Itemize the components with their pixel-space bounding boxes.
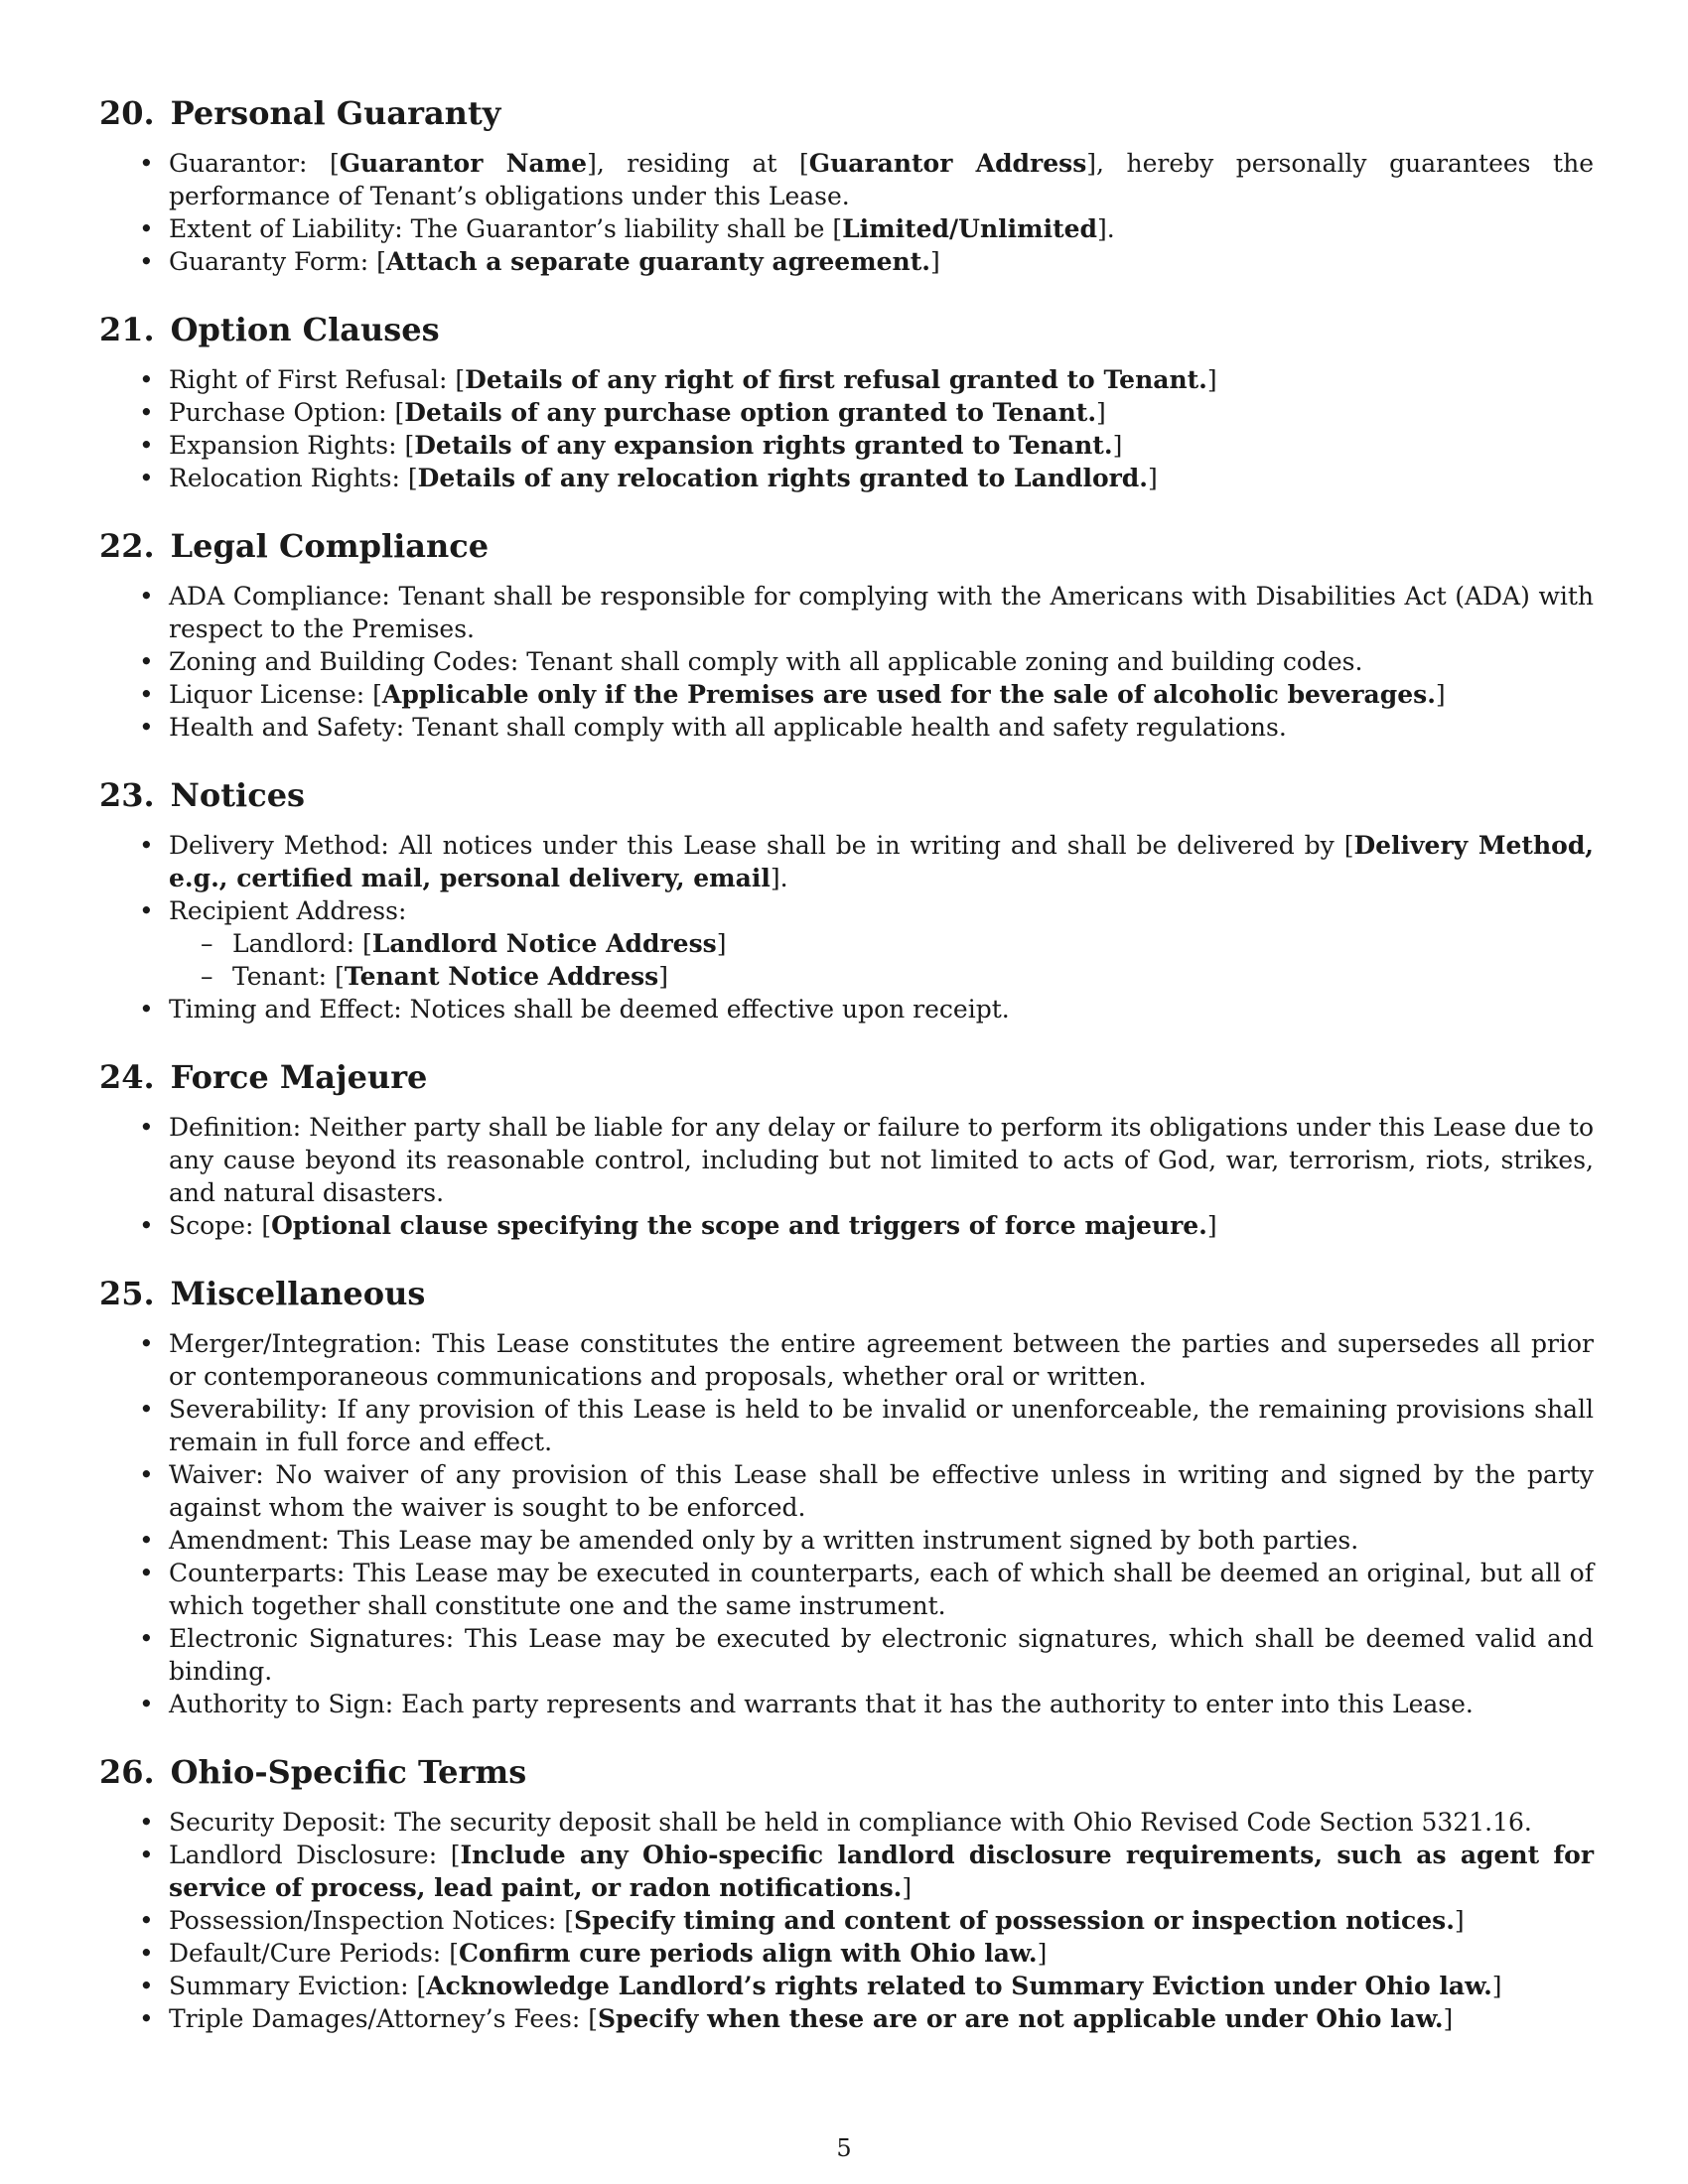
section-option-clauses: [99, 308, 1594, 494]
list-item: • Summary Eviction: [Acknowledge Landlord’s rights related to Summary Eviction under Ohio law.]: [99, 1970, 1594, 2002]
list-item: • Scope: [Optional clause specifying the scope and triggers of force majeure.]: [99, 1209, 1594, 1242]
section-heading: 22. Legal Compliance: [99, 527, 490, 565]
list-item: • Waiver: No waiver of any provision of this Lease shall be effective unless in writing and signed by the party against whom the waiver is sought to be enforced.: [99, 1458, 1594, 1524]
list-item: • Severability: If any provision of this Lease is held to be invalid or unenforceable, the remaining provisions shall remain in full force and effect.: [99, 1393, 1594, 1458]
list-item: • Zoning and Building Codes: Tenant shall comply with all applicable zoning and building codes.: [99, 645, 1594, 678]
document-page: [99, 91, 1594, 2065]
list-item: • Relocation Rights: [Details of any relocation rights granted to Landlord.]: [99, 462, 1594, 494]
list-item: • Counterparts: This Lease may be executed in counterparts, each of which shall be deemed an original, but all of which together shall constitute one and the same instrument.: [99, 1557, 1594, 1622]
sub-list-item: – Tenant: [Tenant Notice Address]: [169, 960, 1594, 993]
list-item: • Delivery Method: All notices under this Lease shall be in writing and shall be delivered by [Delivery Method, e.g., certified mail, personal delivery, email].: [99, 829, 1594, 894]
list-item: • Timing and Effect: Notices shall be deemed effective upon receipt.: [99, 993, 1594, 1025]
section-notices: [99, 773, 1594, 1025]
section-heading: 20. Personal Guaranty: [99, 94, 501, 132]
section-miscellaneous: [99, 1272, 1594, 1720]
section-heading: 26. Ohio-Specific Terms: [99, 1753, 527, 1791]
list-item: • Extent of Liability: The Guarantor’s liability shall be [Limited/Unlimited].: [99, 212, 1594, 245]
list-item: • Guaranty Form: [Attach a separate guaranty agreement.]: [99, 245, 1594, 278]
page-number: 5: [836, 2134, 852, 2162]
list-item: • Default/Cure Periods: [Confirm cure periods align with Ohio law.]: [99, 1937, 1594, 1970]
list-item: • Guarantor: [Guarantor Name], residing at [Guarantor Address], hereby personally guarantees the performance of Tenant’s obligations under this Lease.: [99, 147, 1594, 212]
list-item: • Authority to Sign: Each party represents and warrants that it has the authority to enter into this Lease.: [99, 1688, 1594, 1720]
list-item: • Merger/Integration: This Lease constitutes the entire agreement between the parties and supersedes all prior or contemporaneous communications and proposals, whether oral or written.: [99, 1327, 1594, 1393]
list-item: • Health and Safety: Tenant shall comply with all applicable health and safety regulations.: [99, 711, 1594, 744]
list-item: • ADA Compliance: Tenant shall be responsible for complying with the Americans with Disabilities Act (ADA) with respect to the Premises.: [99, 580, 1594, 645]
list-item: • Security Deposit: The security deposit shall be held in compliance with Ohio Revised Code Section 5321.16.: [99, 1806, 1594, 1839]
list-item: • Amendment: This Lease may be amended only by a written instrument signed by both parties.: [99, 1524, 1594, 1557]
section-force-majeure: [99, 1055, 1594, 1242]
list-item: • Recipient Address: – Landlord: [Landlord Notice Address] – Tenant: [Tenant Notice Address]: [99, 894, 1594, 993]
section-heading: 25. Miscellaneous: [99, 1275, 426, 1312]
list-item: • Possession/Inspection Notices: [Specify timing and content of possession or inspection notices.]: [99, 1904, 1594, 1937]
list-item: • Purchase Option: [Details of any purchase option granted to Tenant.]: [99, 396, 1594, 429]
section-legal-compliance: [99, 524, 1594, 744]
section-personal-guaranty: [99, 91, 1594, 278]
list-item: • Triple Damages/Attorney’s Fees: [Specify when these are or are not applicable under Ohio law.]: [99, 2002, 1594, 2035]
list-item: • Landlord Disclosure: [Include any Ohio-specific landlord disclosure requirements, such as agent for service of process, lead paint, or radon notifications.]: [99, 1839, 1594, 1904]
section-heading: 21. Option Clauses: [99, 311, 440, 348]
list-item: • Electronic Signatures: This Lease may be executed by electronic signatures, which shall be deemed valid and binding.: [99, 1622, 1594, 1688]
list-item: • Definition: Neither party shall be liable for any delay or failure to perform its obligations under this Lease due to any cause beyond its reasonable control, including but not limited to acts of God, war, terrorism, riots, strikes, and natural disasters.: [99, 1111, 1594, 1209]
section-heading: 24. Force Majeure: [99, 1058, 428, 1096]
section-ohio-specific-terms: [99, 1750, 1594, 2035]
list-item: • Liquor License: [Applicable only if the Premises are used for the sale of alcoholic beverages.]: [99, 678, 1594, 711]
list-item: • Right of First Refusal: [Details of any right of first refusal granted to Tenant.]: [99, 363, 1594, 396]
sub-list-item: – Landlord: [Landlord Notice Address]: [169, 927, 1594, 960]
section-heading: 23. Notices: [99, 776, 306, 814]
list-item: • Expansion Rights: [Details of any expansion rights granted to Tenant.]: [99, 429, 1594, 462]
